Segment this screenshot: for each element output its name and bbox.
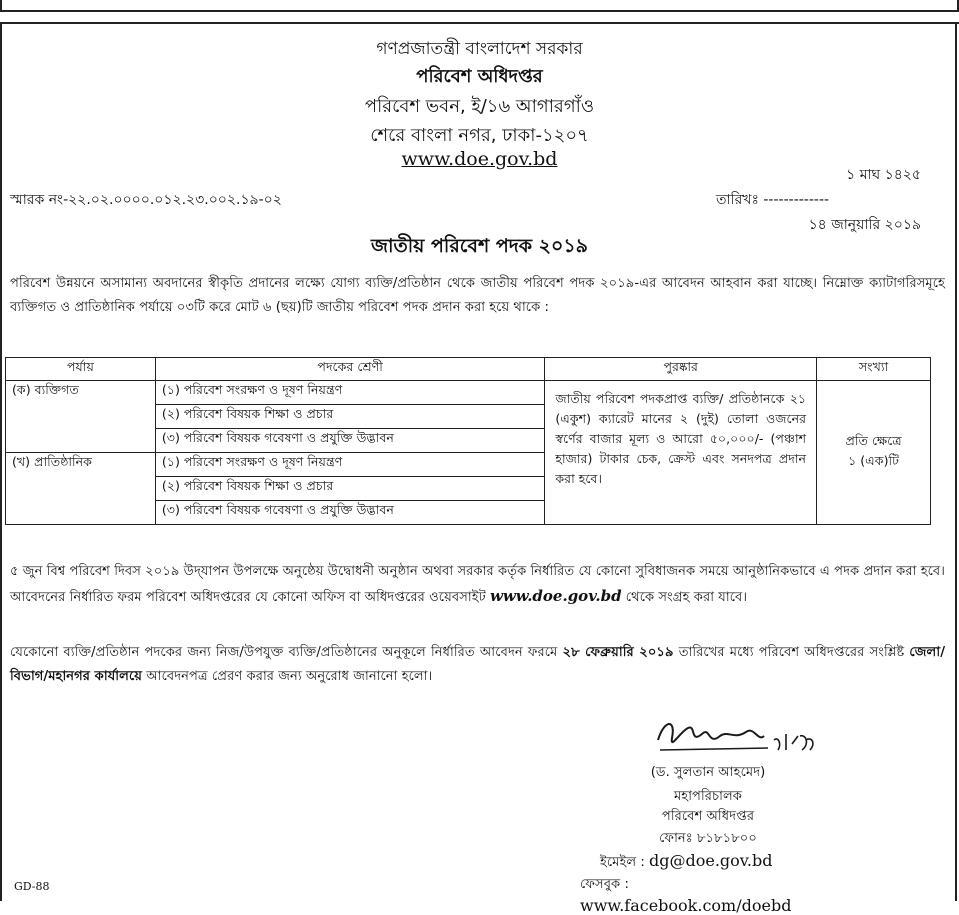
memo-number: স্মারক নং-২২.০২.০০০০.০১২.২৩.০০২.১৯-০২	[10, 192, 282, 208]
level-institutional: (খ) প্রাতিষ্ঠানিক	[6, 453, 156, 525]
application-office: জেলা/বিভাগ/মহানগর কার্যালয়ে	[10, 645, 946, 684]
application-text-end: আবেদনপত্র প্রেরণ করার জন্য অনুরোধ জানানো হলো।	[146, 669, 433, 684]
english-date: ১৪ জানুয়ারি ২০১৯	[808, 217, 921, 233]
ceremony-paragraph	[10, 560, 945, 610]
bangla-date: ১ মাঘ ১৪২৫	[846, 167, 921, 183]
header-level: পর্যায়	[6, 358, 156, 381]
category-cell: (১) পরিবেশ সংরক্ষণ ও দূষণ নিয়ন্ত্রণ	[155, 381, 544, 405]
header-website-link[interactable]: www.doe.gov.bd	[401, 148, 558, 170]
table-row	[6, 381, 931, 405]
table-header-row	[6, 358, 931, 381]
category-cell: (২) পরিবেশ বিষয়ক শিক্ষা ও প্রচার	[155, 477, 544, 501]
signatory-designation: মহাপরিচালক	[673, 789, 743, 804]
date-label: তারিখঃ -------------	[716, 192, 830, 208]
header-government: গণপ্রজাতন্ত্রী বাংলাদেশ সরকার	[376, 39, 583, 59]
application-deadline: ২৮ ফেব্রুয়ারি ২০১৯	[562, 645, 674, 660]
ceremony-text: ৫ জুন বিশ্ব পরিবেশ দিবস ২০১৯ উদ্‌যাপন উপলক্ষে অনুষ্ঠেয় উদ্বোধনী অনুষ্ঠান অথবা সরকার কর্তৃক নির্ধারিত যে কোনো সুবিধাজনক সময়ে আনুষ্ঠানিকভাবে এ পদক প্রদান করা হবে। আবেদনের নির্ধারিত ফরম পরিবেশ অধিদপ্তরের যে কোনো অফিস বা অধিদপ্তরের ওয়েবসাইট	[10, 564, 945, 605]
level-personal: (ক) ব্যক্তিগত	[6, 381, 156, 453]
intro-paragraph: পরিবেশ উন্নয়নে অসামান্য অবদানের স্বীকৃতি প্রদানের লক্ষ্যে যোগ্য ব্যক্তি/প্রতিষ্ঠান থেকে জাতীয় পরিবেশ পদক ২০১৯-এর আবেদন আহবান করা যাচ্ছে। নিম্নোক্ত ক্যাটাগরিসমূহে ব্যক্তিগত ও প্রাতিষ্ঠানিক পর্যায়ে ০৩টি করে মোট ৬ (ছয়)টি জাতীয় পরিবেশ পদক প্রদান করা হয়ে থাকে :	[10, 276, 945, 315]
application-text: যেকোনো ব্যক্তি/প্রতিষ্ঠান পদকের জন্য নিজ/উপযুক্ত ব্যক্তি/প্রতিষ্ঠানের অনুকূলে নির্ধারিত আবেদন ফরমে	[10, 645, 558, 660]
header-category: পদকের শ্রেণী	[155, 358, 544, 381]
category-cell: (২) পরিবেশ বিষয়ক শিক্ষা ও প্রচার	[155, 405, 544, 429]
page-frame-top	[0, 0, 959, 12]
category-cell: (৩) পরিবেশ বিষয়ক গবেষণা ও প্রযুক্তি উদ্ভাবন	[155, 501, 544, 525]
frame-divider	[0, 22, 959, 24]
application-text-mid: তারিখের মধ্যে পরিবেশ অধিদপ্তরের সংশ্লিষ্ট	[678, 645, 905, 660]
award-count-line1: প্রতি ক্ষেত্রে	[845, 432, 902, 448]
form-website-link[interactable]: www.doe.gov.bd	[489, 587, 622, 605]
header-department: পরিবেশ অধিদপ্তর	[416, 66, 543, 87]
signatory-facebook	[580, 874, 820, 915]
header-address-line2: শেরে বাংলা নগর, ঢাকা-১২০৭	[370, 125, 589, 146]
facebook-label: ফেসবুক :	[580, 877, 629, 892]
prize-description: জাতীয় পরিবেশ পদকপ্রাপ্ত ব্যক্তি/ প্রতিষ্ঠানকে ২১ (একুশ) ক্যারেট মানের ২ (দুই) তোলা ওজনের স্বর্ণের বাজার মূল্য ও আরো ৫০,০০০/- (পঞ্চাশ হাজার) টাকার চেক, ক্রেস্ট এবং সনদপত্র প্রদান করা হবে।	[545, 381, 817, 525]
award-table	[5, 357, 931, 525]
header-prize: পুরষ্কার	[545, 358, 817, 381]
facebook-link[interactable]: www.facebook.com/doebd	[580, 896, 792, 915]
category-cell: (১) পরিবেশ সংরক্ষণ ও দূষণ নিয়ন্ত্রণ	[155, 453, 544, 477]
signatory-phone: ফোনঃ ৮১৮১৮০০	[659, 831, 757, 846]
signatory-email	[600, 851, 840, 874]
award-count-line2: ১ (এক)টি	[848, 452, 899, 468]
footer-code: GD-88	[14, 880, 50, 893]
application-paragraph	[10, 641, 945, 689]
signatory-name: (ড. সুলতান আহমেদ)	[650, 765, 766, 780]
award-count	[817, 381, 931, 525]
email-link[interactable]: dg@doe.gov.bd	[649, 851, 773, 870]
header-address-line1: পরিবেশ ভবন, ই/১৬ আগারগাঁও	[364, 96, 595, 117]
notice-title: জাতীয় পরিবেশ পদক ২০১৯	[370, 235, 588, 257]
category-cell: (৩) পরিবেশ বিষয়ক গবেষণা ও প্রযুক্তি উদ্ভাবন	[155, 429, 544, 453]
signatory-office: পরিবেশ অধিদপ্তর	[661, 809, 755, 824]
ceremony-text-end: থেকে সংগ্রহ করা যাবে।	[625, 590, 748, 605]
email-label: ইমেইল :	[600, 855, 649, 870]
handwritten-signature	[650, 710, 820, 768]
header-count: সংখ্যা	[817, 358, 931, 381]
